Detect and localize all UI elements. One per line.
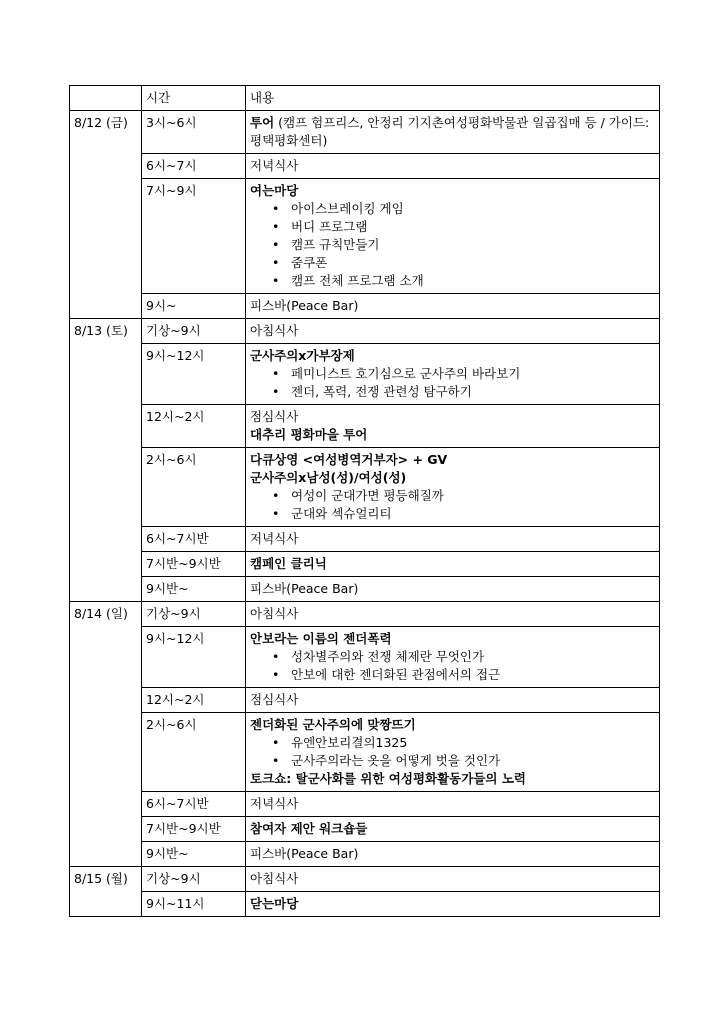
time-cell: 9시~12시	[142, 627, 246, 688]
header-row	[70, 86, 660, 111]
content-cell	[246, 627, 660, 688]
content-bold-line: 대추리 평화마을 투어	[250, 427, 368, 442]
content-line: 피스바(Peace Bar)	[250, 298, 359, 313]
time-cell: 6시~7시반	[142, 527, 246, 552]
schedule-row	[70, 448, 660, 527]
session-subtitle: 군사주의x남성(성)/여성(성)	[250, 470, 407, 485]
date-cell: 8/13 (토)	[70, 319, 142, 602]
bullet-item: • 안보에 대한 젠더화된 관점에서의 접근	[272, 666, 654, 684]
content-line: 피스바(Peace Bar)	[250, 581, 359, 596]
time-cell: 기상~9시	[142, 602, 246, 627]
schedule-row	[70, 627, 660, 688]
bullet-item: • 버디 프로그램	[272, 218, 654, 236]
time-cell: 2시~6시	[142, 713, 246, 792]
content-cell	[246, 792, 660, 817]
bullet-item: • 페미니스트 호기심으로 군사주의 바라보기	[272, 365, 654, 383]
schedule-row	[70, 842, 660, 867]
schedule-row	[70, 688, 660, 713]
session-title-line	[250, 716, 654, 734]
content-cell	[246, 842, 660, 867]
session-title-line	[250, 895, 654, 913]
bullet-list	[250, 734, 654, 770]
schedule-row	[70, 405, 660, 448]
session-title: 닫는마당	[250, 896, 299, 911]
schedule-row	[70, 111, 660, 154]
bullet-item: • 군대와 섹슈얼리티	[272, 505, 654, 523]
session-title: 참여자 제안 워크숍들	[250, 821, 368, 836]
schedule-row	[70, 344, 660, 405]
session-title: 투어	[250, 115, 275, 130]
time-cell: 3시~6시	[142, 111, 246, 154]
bullet-item: • 유엔안보리결의1325	[272, 734, 654, 752]
date-cell: 8/15 (월)	[70, 867, 142, 917]
session-title-line	[250, 820, 654, 838]
content-cell	[246, 448, 660, 527]
content-cell	[246, 405, 660, 448]
schedule-row	[70, 577, 660, 602]
session-title: 안보라는 이름의 젠더폭력	[250, 631, 392, 646]
content-line: 아침식사	[250, 871, 299, 886]
schedule-row	[70, 552, 660, 577]
session-title-line	[250, 630, 654, 648]
schedule-row	[70, 179, 660, 294]
content-cell	[246, 577, 660, 602]
header-date-cell	[70, 86, 142, 111]
bullet-item: • 캠프 전체 프로그램 소개	[272, 272, 654, 290]
date-cell: 8/14 (일)	[70, 602, 142, 867]
content-line: 점심식사	[250, 692, 299, 707]
schedule-row	[70, 294, 660, 319]
schedule-row	[70, 602, 660, 627]
content-cell	[246, 552, 660, 577]
time-cell: 6시~7시	[142, 154, 246, 179]
bullet-list	[250, 648, 654, 684]
bullet-item: • 캠프 규칙만들기	[272, 236, 654, 254]
session-title-line	[250, 182, 654, 200]
session-title: 캠페인 클리닉	[250, 556, 327, 571]
content-cell	[246, 867, 660, 892]
date-cell: 8/12 (금)	[70, 111, 142, 319]
content-cell	[246, 344, 660, 405]
schedule-body	[70, 86, 660, 917]
bullet-item: • 군사주의라는 옷을 어떻게 벗을 것인가	[272, 752, 654, 770]
content-line: 점심식사	[250, 409, 299, 424]
session-title-line	[250, 451, 654, 469]
bullet-item: • 젠더, 폭력, 전쟁 관련성 탐구하기	[272, 383, 654, 401]
time-cell: 9시~11시	[142, 892, 246, 917]
content-cell	[246, 527, 660, 552]
session-title: 젠더화된 군사주의에 맞짱뜨기	[250, 717, 416, 732]
time-cell: 기상~9시	[142, 319, 246, 344]
schedule-table	[69, 85, 660, 917]
session-title-line	[250, 347, 654, 365]
schedule-row	[70, 527, 660, 552]
content-cell	[246, 892, 660, 917]
schedule-row	[70, 867, 660, 892]
content-cell	[246, 179, 660, 294]
time-cell: 7시반~9시반	[142, 817, 246, 842]
content-line: 저녁식사	[250, 796, 299, 811]
header-content-cell: 내용	[246, 86, 660, 111]
content-cell	[246, 713, 660, 792]
session-title-line	[250, 114, 654, 150]
content-line: 저녁식사	[250, 158, 299, 173]
session-title-line	[250, 555, 654, 573]
content-line: 아침식사	[250, 606, 299, 621]
session-title: 군사주의x가부장제	[250, 348, 355, 363]
time-cell: 9시반~	[142, 842, 246, 867]
content-line: 아침식사	[250, 323, 299, 338]
schedule-row	[70, 713, 660, 792]
time-cell: 2시~6시	[142, 448, 246, 527]
time-cell: 6시~7시반	[142, 792, 246, 817]
bullet-list	[250, 365, 654, 401]
schedule-row	[70, 154, 660, 179]
content-line: 피스바(Peace Bar)	[250, 846, 359, 861]
schedule-row	[70, 892, 660, 917]
session-detail: (캠프 험프리스, 안정리 기지촌여성평화박물관 일곱집매 등 / 가이드: 평택평화센터)	[250, 115, 650, 148]
time-cell: 7시반~9시반	[142, 552, 246, 577]
bullet-list	[250, 487, 654, 523]
content-cell	[246, 111, 660, 154]
session-title: 다큐상영 <여성병역거부자> + GV	[250, 452, 448, 467]
time-cell: 7시~9시	[142, 179, 246, 294]
content-cell	[246, 319, 660, 344]
time-cell: 기상~9시	[142, 867, 246, 892]
time-cell: 9시~12시	[142, 344, 246, 405]
content-cell	[246, 602, 660, 627]
content-cell	[246, 294, 660, 319]
schedule-row	[70, 792, 660, 817]
schedule-row	[70, 319, 660, 344]
content-cell	[246, 688, 660, 713]
bullet-item: • 성차별주의와 전쟁 체제란 무엇인가	[272, 648, 654, 666]
bullet-item: • 여성이 군대가면 평등해질까	[272, 487, 654, 505]
talk-show-line: 토크쇼: 탈군사화를 위한 여성평화활동가들의 노력	[250, 771, 526, 786]
content-cell	[246, 817, 660, 842]
time-cell: 12시~2시	[142, 688, 246, 713]
schedule-row	[70, 817, 660, 842]
bullet-list	[250, 200, 654, 290]
header-time-cell: 시간	[142, 86, 246, 111]
time-cell: 12시~2시	[142, 405, 246, 448]
time-cell: 9시반~	[142, 577, 246, 602]
time-cell: 9시~	[142, 294, 246, 319]
bullet-item: • 줌쿠폰	[272, 254, 654, 272]
content-line: 저녁식사	[250, 531, 299, 546]
session-title: 여는마당	[250, 183, 299, 198]
content-cell	[246, 154, 660, 179]
bullet-item: • 아이스브레이킹 게임	[272, 200, 654, 218]
